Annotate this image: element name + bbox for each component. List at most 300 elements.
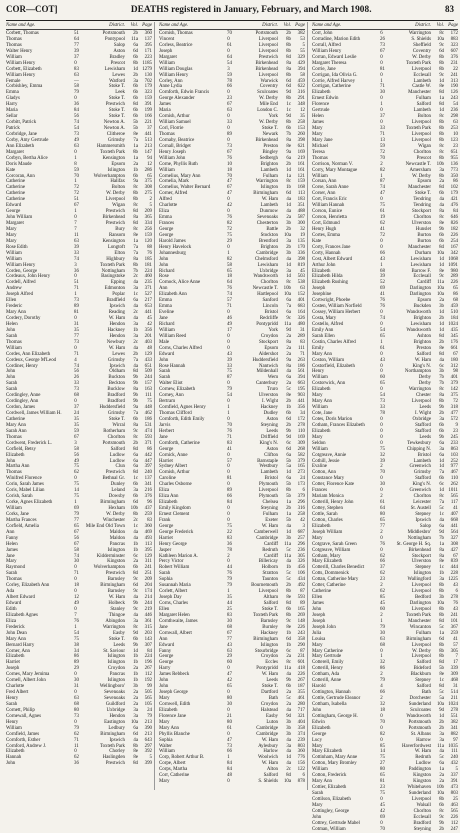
entry-district: Holbeck	[108, 601, 125, 606]
entry-page: 111	[298, 345, 305, 351]
entry-name: George	[159, 226, 174, 232]
entry-vol: 10a	[283, 232, 291, 238]
entry-district: Prestwich	[105, 571, 125, 577]
entry-vol: 1b	[133, 167, 138, 173]
entry-age: 47	[227, 191, 232, 197]
entry-vol: 1b	[286, 642, 291, 648]
entry-district: Chelmsford	[254, 256, 278, 262]
entry-district: Tewkesbury	[407, 440, 431, 446]
entry-name: Cornforth, Edwin Francis	[159, 90, 210, 96]
entry-page: 247	[450, 826, 458, 832]
entry-name: William Henry	[312, 48, 342, 54]
entry-page: 1279	[142, 66, 152, 72]
entry-vol: 9b	[286, 678, 291, 684]
entry-vol: 6d	[286, 636, 291, 642]
entry-district: St. Austell	[410, 506, 431, 511]
entry-age: 83	[227, 535, 232, 541]
entry-age: 64	[74, 36, 79, 42]
entry-page: 259	[144, 511, 152, 517]
entry-district: Woolwich	[258, 755, 278, 761]
entry-name: Herbert	[159, 428, 174, 434]
entry-name: George	[159, 232, 174, 238]
entry-page: 336	[297, 250, 305, 256]
entry-age: 1	[227, 411, 230, 416]
entry-district: Stafford	[415, 476, 431, 482]
entry-vol: 9c	[133, 428, 138, 434]
entry-name: Ann	[159, 286, 168, 292]
entry-district: Plymouth	[258, 482, 278, 488]
entry-name: Fred Albert	[6, 690, 29, 696]
entry-age: 61	[227, 725, 232, 731]
entry-name: Joseph William	[312, 529, 343, 535]
entry-age: 0	[74, 565, 77, 571]
entry-district: Manchester	[408, 618, 431, 624]
entry-vol: 10a	[283, 292, 291, 298]
heading-district: District.	[109, 23, 125, 28]
entry-page: 260	[297, 131, 305, 137]
entry-age: 32	[380, 701, 385, 707]
entry-age: 47	[380, 191, 385, 197]
entry-page: 286	[144, 167, 152, 173]
entry-vol: 6d	[439, 636, 444, 642]
entry-age: 73	[74, 298, 79, 304]
entry-age: 76	[380, 541, 385, 547]
entry-vol: 4a	[133, 737, 138, 743]
entry-district: W. Ham	[108, 316, 125, 321]
entry-age: 59	[74, 167, 79, 173]
entry-name: William	[6, 256, 22, 262]
entry-vol: 8a	[286, 60, 291, 66]
entry-vol: 8c	[439, 149, 444, 155]
entry-name: William Samuel	[159, 120, 191, 126]
entry-district: Chesterton	[256, 221, 278, 226]
entry-vol: 3b	[286, 221, 291, 226]
entry-page: 179	[144, 84, 152, 90]
entry-age: 0	[227, 114, 230, 120]
entry-age: 43	[227, 351, 232, 357]
entry-name: Cornwell, Edith	[159, 701, 191, 707]
entry-name: William	[159, 749, 175, 755]
entry-vol: 4a	[286, 197, 291, 203]
entry-age: 0	[74, 476, 77, 482]
entry-district: Salford	[263, 601, 278, 606]
entry-name: Cornew, Elizabeth	[159, 387, 196, 393]
entry-name: Costa, Mary	[312, 316, 337, 321]
entry-name: Corr, John	[312, 31, 333, 36]
entry-age: 0	[227, 731, 230, 737]
entry-age: 21	[227, 713, 232, 719]
entry-district: Prestwich	[105, 102, 125, 108]
entry-vol: 8b	[439, 606, 444, 612]
entry-age: 3	[74, 262, 77, 268]
entry-name: Cordes, Ann Elizabeth	[6, 351, 51, 357]
entry-page: 564	[450, 529, 458, 535]
entry-page: 661	[450, 345, 458, 351]
entry-name: James Rebbeck	[159, 672, 190, 678]
entry-name: William	[159, 60, 175, 66]
entry-page: 58	[300, 72, 305, 78]
entry-page: 622	[297, 84, 305, 90]
entry-age: 54	[74, 630, 79, 636]
entry-district: Tendring	[413, 197, 431, 203]
entry-page: 214	[144, 595, 152, 601]
entry-vol: 6a	[439, 440, 444, 446]
entry-name: John Dean	[6, 630, 27, 636]
entry-row	[6, 761, 152, 767]
entry-district: Beckton	[108, 381, 125, 387]
entry-vol: 1b	[133, 672, 138, 678]
entry-district: Hunslet	[415, 226, 431, 232]
entry-page: 280	[297, 701, 305, 707]
entry-name: Thomas	[6, 434, 22, 440]
entry-page: 236	[297, 547, 305, 553]
entry-name: Cortwright, Phoebe	[312, 298, 351, 304]
entry-vol: 8b	[286, 96, 291, 102]
entry-page: 7	[455, 654, 458, 660]
entry-age: 49	[74, 458, 79, 464]
entry-age: 70	[380, 470, 385, 476]
entry-name: Mary	[312, 743, 323, 749]
entry-page: 291	[297, 96, 305, 102]
entry-name: William	[312, 375, 328, 381]
entry-district: Aldershot	[258, 351, 278, 357]
entry-name: Frances	[312, 488, 328, 494]
entry-age: 0	[227, 126, 230, 131]
entry-age: 71	[74, 571, 79, 577]
entry-page: 1225	[448, 577, 458, 583]
entry-vol: 6d	[286, 446, 291, 452]
entry-age: 30	[227, 701, 232, 707]
entry-vol: 8b	[439, 648, 444, 654]
entry-vol: 6b	[439, 802, 444, 808]
entry-vol: 5c	[439, 506, 444, 511]
entry-page: 75	[147, 399, 152, 405]
entry-vol: 7a	[133, 137, 138, 143]
entry-age: 85	[380, 743, 385, 749]
entry-name: Cottrey, Gertrude Mabel	[312, 820, 360, 826]
entry-district: Aston	[113, 48, 125, 54]
entry-age: 59	[74, 428, 79, 434]
entry-district: Darlington	[409, 286, 431, 292]
entry-page: 459	[297, 78, 305, 84]
entry-age: 73	[227, 143, 232, 149]
entry-age: 70	[74, 173, 79, 179]
entry-page: 397	[144, 464, 152, 470]
entry-name: Sophia	[159, 577, 173, 583]
entry-age: 79	[380, 624, 385, 630]
entry-district: Ludlow	[109, 452, 125, 458]
entry-district: W. Ham	[261, 672, 278, 678]
entry-page: 34	[300, 411, 305, 416]
entry-page: 593	[144, 434, 152, 440]
entry-page: 492	[297, 583, 305, 589]
entry-age: 71	[74, 737, 79, 743]
entry-vol: 2b	[133, 72, 138, 78]
entry-name: Costorfield, Elizabeth	[312, 363, 355, 369]
entry-vol: 5c	[439, 624, 444, 630]
entry-page: 45	[300, 268, 305, 274]
register-column	[312, 22, 458, 832]
entry-district: Hackney	[260, 630, 278, 636]
entry-name: Joseph Alfred	[6, 292, 34, 298]
entry-district: I. Wight	[261, 399, 278, 405]
entry-name: Elizabeth	[312, 428, 331, 434]
entry-vol: 9a	[286, 357, 291, 363]
entry-page: 54	[453, 102, 458, 108]
entry-vol: 3a	[286, 743, 291, 749]
entry-district: Islington	[107, 547, 125, 553]
entry-page: 243	[450, 96, 458, 102]
entry-age: 87	[227, 375, 232, 381]
entry-page: 211	[450, 696, 458, 701]
entry-district: London C.	[257, 108, 278, 114]
entry-age: 73	[74, 339, 79, 345]
entry-district: Cambridge	[256, 725, 278, 731]
entry-name: John	[159, 262, 169, 268]
entry-age: 6	[380, 31, 383, 36]
entry-name: Joseph	[312, 612, 326, 618]
entry-district: Canterbury	[255, 381, 278, 387]
entry-vol: 1d	[286, 167, 291, 173]
entry-name: Cottan, Catherine Mary	[312, 577, 359, 583]
entry-age: 69	[380, 814, 385, 820]
entry-age: 0	[227, 90, 230, 96]
entry-vol: 1b	[133, 678, 138, 684]
entry-page: 156	[297, 761, 305, 767]
entry-age: 54	[380, 327, 385, 333]
entry-page: 113	[297, 191, 305, 197]
entry-page: 341	[450, 725, 458, 731]
entry-page: 102	[450, 185, 458, 191]
entry-district: Leeds	[266, 428, 278, 434]
entry-vol: 8b	[439, 399, 444, 405]
entry-age: 42	[227, 203, 232, 209]
entry-vol: 2b	[286, 399, 291, 405]
entry-vol: 3a	[133, 713, 138, 719]
entry-list	[312, 31, 458, 833]
entry-page: 76	[453, 601, 458, 606]
entry-age: 67	[74, 434, 79, 440]
entry-name: Vincent	[159, 36, 175, 42]
entry-district: Manchester	[408, 90, 431, 96]
entry-vol: 6b	[133, 636, 138, 642]
entry-name: Mary	[312, 131, 323, 137]
entry-district: Newbury	[106, 339, 125, 345]
entry-vol: 4a	[439, 749, 444, 755]
entry-age: 84	[74, 108, 79, 114]
entry-page: 170	[297, 244, 305, 250]
entry-age: 72	[74, 191, 79, 197]
entry-district: Toxteth Park	[99, 262, 125, 268]
entry-district: Stockton	[260, 232, 278, 238]
entry-district: Chorlton	[107, 434, 125, 440]
entry-vol: 1c	[286, 102, 291, 108]
entry-name: Mary Ann	[312, 779, 332, 785]
heading-vol: Vol.	[130, 23, 138, 28]
entry-name: Evaline	[312, 464, 327, 470]
entry-page: 96	[147, 500, 152, 506]
entry-district: Lewes	[112, 72, 125, 78]
entry-page: 256	[144, 226, 152, 232]
entry-district: Bethnal Gr.	[102, 476, 125, 482]
entry-age: 0	[380, 120, 383, 126]
entry-page: 653	[144, 304, 152, 310]
entry-vol: 1d	[439, 327, 444, 333]
entry-vol: 8d	[439, 351, 444, 357]
entry-vol: 9b	[133, 601, 138, 606]
entry-name: Elizabeth	[6, 749, 25, 755]
entry-age: 1	[227, 589, 230, 595]
entry-page: 1035	[448, 743, 458, 749]
entry-district: Stockport	[258, 339, 278, 345]
entry-district: Salop	[419, 523, 431, 529]
entry-vol: 2a	[286, 215, 291, 221]
entry-name: Catherine	[6, 179, 26, 185]
entry-age: 41	[380, 226, 385, 232]
entry-name: William	[312, 767, 328, 773]
entry-vol: 8d	[286, 601, 291, 606]
entry-page: 437	[144, 506, 152, 511]
entry-district: Clun	[115, 464, 125, 470]
page-title: DEATHS registered in January, February, and March 1908.	[130, 5, 372, 15]
entry-district: Easby	[113, 630, 125, 636]
entry-vol: 6d	[286, 78, 291, 84]
entry-district: Stoke T.	[108, 96, 125, 102]
entry-name: Corrie, Alfred Harvey	[312, 78, 356, 84]
entry-age: 0	[380, 238, 383, 244]
entry-district: Cardiff	[416, 280, 431, 286]
entry-age: 79	[74, 90, 79, 96]
entry-age: 73	[380, 399, 385, 405]
entry-name: Cornish, Arthur	[159, 470, 190, 476]
entry-age: 62	[380, 589, 385, 595]
entry-name: Harold James	[159, 238, 186, 244]
entry-name: Henry	[312, 369, 325, 375]
entry-page: 582	[297, 452, 305, 458]
entry-district: Stockport	[411, 209, 431, 215]
entry-page: 111	[145, 393, 152, 399]
entry-page: 239	[297, 737, 305, 743]
entry-page: 117	[450, 500, 458, 506]
entry-page: 477	[450, 411, 458, 416]
entry-district: Barrow F.	[411, 268, 431, 274]
entry-page: 187	[297, 684, 305, 690]
entry-page: 399	[144, 761, 152, 767]
entry-district: Prestwich	[258, 54, 278, 60]
entry-page: 186	[144, 416, 152, 422]
entry-age: 4	[74, 357, 77, 363]
entry-age: 0	[227, 416, 230, 422]
entry-district: Brighton	[413, 316, 431, 321]
entry-vol: 8a	[286, 66, 291, 72]
entry-page: 651	[144, 363, 152, 369]
entry-age: 49	[74, 137, 79, 143]
entry-age: 61	[380, 209, 385, 215]
entry-vol: 10b	[130, 506, 138, 511]
entry-page: 375	[450, 393, 458, 399]
entry-name: Cottham, Ada	[312, 672, 340, 678]
entry-name: Coris, Mabel Lilian	[6, 488, 45, 494]
entry-district: Ipswich	[109, 363, 125, 369]
entry-name: Sarah	[6, 701, 18, 707]
entry-name: Female	[6, 78, 21, 84]
entry-age: 87	[380, 179, 385, 185]
entry-age: 68	[74, 701, 79, 707]
entry-district: Islington	[413, 571, 431, 577]
entry-page: 395	[144, 547, 152, 553]
entry-name: Cossey, William Herbert	[312, 310, 361, 316]
entry-name: Cornell, Albert John	[6, 678, 46, 684]
entry-district: Toxteth Park	[405, 126, 431, 131]
entry-district: Barnsley	[107, 589, 125, 595]
entry-vol: 8b	[286, 42, 291, 48]
entry-page: 339	[450, 666, 458, 672]
entry-district: Liverpool	[258, 589, 278, 595]
entry-vol: 8a	[439, 209, 444, 215]
entry-district: Bournemouth	[251, 583, 278, 589]
entry-page: 433	[144, 357, 152, 363]
entry-district: Toxteth Park	[99, 149, 125, 155]
heading-district: District.	[262, 23, 278, 28]
entry-name: Cordeux, George M'Leod	[6, 357, 57, 363]
entry-vol: 9d	[133, 630, 138, 636]
entry-page: 358	[297, 725, 305, 731]
entry-age: 0	[380, 737, 383, 743]
entry-name: William	[159, 327, 175, 333]
entry-page: 136	[450, 161, 458, 167]
entry-district: Birmingham	[253, 636, 278, 642]
entry-district: Luton	[266, 719, 278, 725]
entry-page: 312	[450, 363, 458, 369]
entry-district: Croydon	[260, 333, 278, 339]
entry-age: 2	[380, 696, 383, 701]
entry-district: Pancras	[109, 672, 125, 678]
entry-name: Cornfield, James	[6, 731, 40, 737]
entry-district: Fulham	[416, 630, 431, 636]
entry-page: 122	[297, 767, 305, 773]
entry-vol: 8a	[286, 363, 291, 369]
entry-page: 278	[297, 422, 305, 428]
entry-age: 2	[380, 494, 383, 500]
entry-district: Halifax	[110, 179, 125, 185]
entry-name: Emma	[159, 304, 172, 310]
entry-name: Percy Victor	[159, 559, 184, 565]
entry-page: 289	[450, 274, 458, 280]
entry-vol: 8d	[439, 333, 444, 339]
entry-district: Hexham	[108, 506, 125, 511]
entry-district: Leek	[115, 90, 125, 96]
entry-name: Cornforth, Esther	[6, 737, 41, 743]
entry-name: Sarah	[6, 381, 18, 387]
entry-vol: 10a	[283, 779, 291, 785]
entry-page: 305	[450, 648, 458, 654]
entry-name: Corden, George	[6, 268, 38, 274]
entry-name: Susannah Maria	[159, 583, 191, 589]
entry-district: Warrington	[408, 387, 431, 393]
entry-age: 0	[227, 470, 230, 476]
entry-vol: 8d	[133, 761, 138, 767]
entry-name: John	[312, 606, 322, 612]
entry-vol: 8b	[439, 589, 444, 595]
entry-vol: 8d	[133, 470, 138, 476]
entry-age: 76	[227, 428, 232, 434]
entry-district: Chester	[416, 393, 431, 399]
entry-district: Kidderminster	[96, 553, 125, 559]
entry-age: 82	[227, 256, 232, 262]
entry-page: 12	[300, 108, 305, 114]
entry-vol: 10b	[283, 286, 291, 292]
entry-vol: 6b	[133, 494, 138, 500]
